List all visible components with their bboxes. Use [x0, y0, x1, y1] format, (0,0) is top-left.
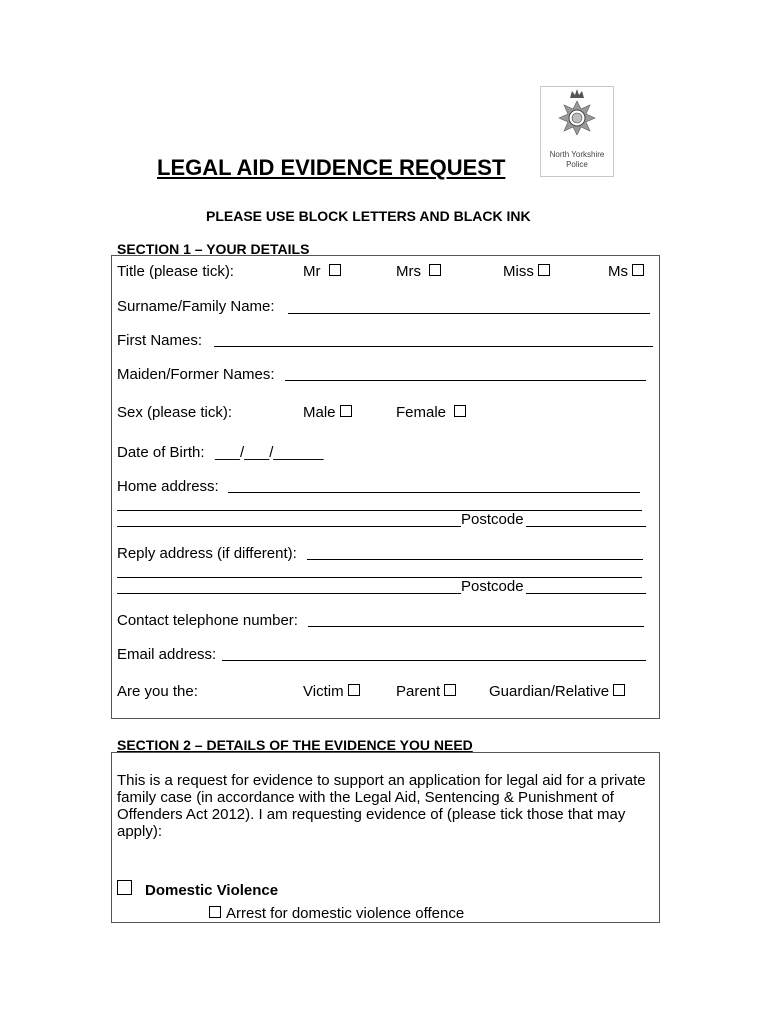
title-option-mrs[interactable] — [396, 263, 441, 280]
reply-postcode-label: Postcode — [461, 578, 524, 595]
reply-postcode-field[interactable] — [526, 593, 646, 594]
home-address-label: Home address: — [117, 478, 219, 495]
sex-option-female-label: Female — [396, 404, 447, 421]
role-option-guardian-label: Guardian/Relative — [489, 683, 610, 700]
logo-text-line2: Police — [566, 160, 588, 169]
reply-address-line3[interactable] — [117, 593, 461, 594]
dob-label: Date of Birth: — [117, 444, 205, 461]
sex-option-female[interactable] — [396, 404, 466, 421]
telephone-field[interactable] — [308, 626, 644, 627]
domestic-violence-label: Domestic Violence — [145, 882, 279, 899]
first-names-field[interactable] — [214, 346, 653, 347]
section2-heading: SECTION 2 – DETAILS OF THE EVIDENCE YOU NEED — [117, 737, 473, 753]
are-you-label: Are you the: — [117, 683, 198, 700]
first-names-label: First Names: — [117, 332, 203, 349]
checkbox-victim[interactable] — [348, 684, 360, 696]
email-field[interactable] — [222, 660, 646, 661]
surname-field[interactable] — [288, 313, 650, 314]
section1-heading: SECTION 1 – YOUR DETAILS — [117, 241, 310, 257]
section2-paragraph: This is a request for evidence to support an application for legal aid for a private family case (in accordance with the Legal Aid, Sentencing & Punishment of Offenders Act 2012). I am requesting evidence of (please tick those that may apply): — [117, 772, 646, 840]
reply-address-line1[interactable] — [307, 559, 643, 560]
surname-label: Surname/Family Name: — [117, 298, 275, 315]
title-label: Title (please tick): — [117, 263, 234, 280]
checkbox-miss[interactable] — [538, 264, 550, 276]
instruction-text: PLEASE USE BLOCK LETTERS AND BLACK INK — [206, 208, 531, 224]
maiden-names-field[interactable] — [285, 380, 646, 381]
sex-label: Sex (please tick): — [117, 404, 233, 421]
role-option-victim[interactable] — [303, 683, 360, 700]
title-option-mr[interactable] — [303, 263, 341, 280]
role-option-parent-label: Parent — [396, 683, 441, 700]
checkbox-domestic-violence[interactable] — [117, 880, 132, 895]
title-option-ms-label: Ms — [608, 263, 628, 280]
role-option-victim-label: Victim — [303, 683, 344, 700]
title-option-ms[interactable] — [608, 263, 644, 280]
title-option-mr-label: Mr — [303, 263, 321, 280]
title-option-mrs-label: Mrs — [396, 263, 421, 280]
home-address-line1[interactable] — [228, 492, 640, 493]
checkbox-male[interactable] — [340, 405, 352, 417]
email-label: Email address: — [117, 646, 217, 663]
logo-text-line1: North Yorkshire — [549, 150, 605, 159]
checkbox-guardian[interactable] — [613, 684, 625, 696]
title-option-miss[interactable] — [503, 263, 550, 280]
checkbox-ms[interactable] — [632, 264, 644, 276]
home-address-line2[interactable] — [117, 510, 642, 511]
maiden-names-label: Maiden/Former Names: — [117, 366, 275, 383]
reply-address-line2[interactable] — [117, 577, 642, 578]
domestic-violence-option[interactable] — [117, 880, 132, 899]
title-option-miss-label: Miss — [503, 263, 534, 280]
role-option-parent[interactable] — [396, 683, 456, 700]
sex-option-male-label: Male — [303, 404, 336, 421]
sex-option-male[interactable] — [303, 404, 352, 421]
home-address-line3[interactable] — [117, 526, 461, 527]
arrest-option[interactable] — [209, 905, 464, 922]
telephone-label: Contact telephone number: — [117, 612, 298, 629]
arrest-label: Arrest for domestic violence offence — [226, 905, 465, 922]
home-postcode-field[interactable] — [526, 526, 646, 527]
checkbox-arrest[interactable] — [209, 906, 221, 918]
home-postcode-label: Postcode — [461, 511, 524, 528]
page-title: LEGAL AID EVIDENCE REQUEST — [157, 155, 506, 180]
dob-field[interactable]: ___/___/______ — [215, 444, 324, 461]
role-option-guardian[interactable] — [489, 683, 625, 700]
checkbox-female[interactable] — [454, 405, 466, 417]
police-crest-icon — [541, 87, 613, 149]
checkbox-mrs[interactable] — [429, 264, 441, 276]
checkbox-mr[interactable] — [329, 264, 341, 276]
police-logo — [540, 86, 614, 177]
reply-address-label: Reply address (if different): — [117, 545, 297, 562]
checkbox-parent[interactable] — [444, 684, 456, 696]
